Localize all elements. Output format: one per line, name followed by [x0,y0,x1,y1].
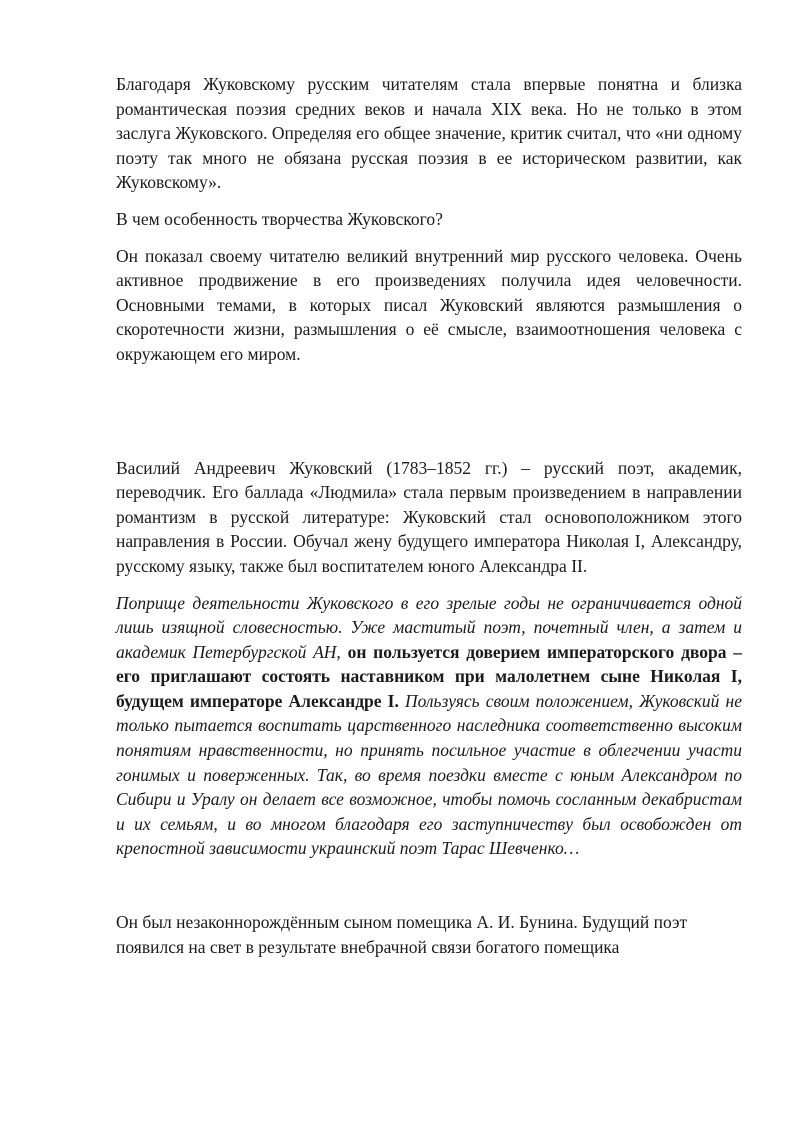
career-bold-fragment: он пользуется доверием императорского двора – его приглашают состоять наставником при малолетнем сыне Николая I, будущем императоре Александре I. [116,641,742,711]
blank-space-2 [116,861,742,910]
blank-space [116,367,742,456]
document-body [116,72,742,959]
paragraph-biography: Василий Андреевич Жуковский (1783–1852 гг.) – русский поэт, академик, переводчик. Его баллада «Людмила» стала первым произведением в направлении романтизм в русской литературе: Жуковский стал основоположником этого направления в России. Обучал жену будущего императора Николая I, Александру, русскому языку, также был воспитателем юного Александра II. [116,457,742,576]
paragraph-origin [116,910,742,959]
origin-line-2: появился на свет в результате внебрачной связи богатого помещика [116,936,620,957]
paragraph-intro: Благодаря Жуковскому русским читателям стала впервые понятна и близка романтическая поэзия средних веков и начала XIX века. Но не только в этом заслуга Жуковского. Определяя его общее значение, критик считал, что «ни одному поэту так много не обязана русская поэзия в ее историческом развитии, как Жуковскому». [116,74,742,193]
career-italic-start: Поприще деятельности Жуковского в его зрелые годы не ограничивается одной лишь изящной словесностью. Уже маститый поэт, почетный член, а затем и академик Петербургской АН, [116,592,742,662]
paragraph-question: В чем особенность творчества Жуковского? [116,208,443,229]
origin-line-1: Он был незаконнорождённым сыном помещика А. И. Бунина. Будущий поэт [116,912,688,933]
paragraph-themes: Он показал своему читателю великий внутренний мир русского человека. Очень активное продвижение в его произведениях получила идея человечности. Основными темами, в которых писал Жуковский являются размышления о скоротечности жизни, размышления о её смысле, взаимоотношения человека с окружающем его миром. [116,245,742,364]
paragraph-career [116,591,742,862]
career-italic-end: Пользуясь своим положением, Жуковский не только пытается воспитать царственного наследника соответственно высоким понятиям нравственности, но принять посильное участие в облегчении участи гонимых и поверженных. Так, во время поездки вместе с юным Александром по Сибири и Уралу он делает все возможное, чтобы помочь сосланным декабристам и их семьям, и во многом благодаря его заступничеству был освобожден от крепостной зависимости украинский поэт Тарас Шевченко… [116,690,742,859]
